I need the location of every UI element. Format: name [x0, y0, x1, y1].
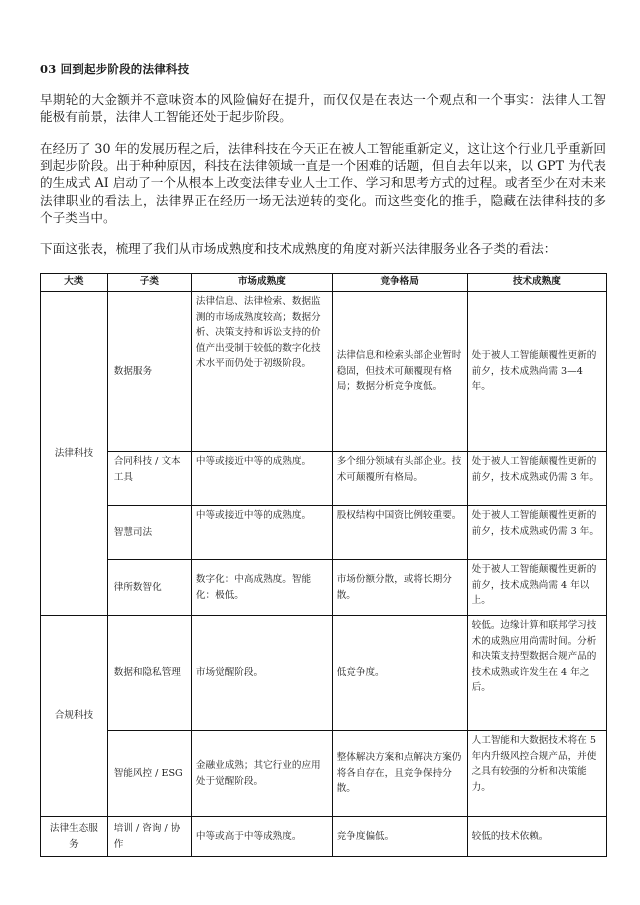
competition-cell: 股权结构中国资比例较重要。 — [332, 506, 467, 560]
competition-cell: 多个细分领域有头部企业。技术可颠覆所有格局。 — [332, 452, 467, 506]
tech-cell: 较低。边缘计算和联邦学习技术的成熟应用尚需时间。分析和决策支持型数据合规产品的技术成熟或许发生在 4 年之后。 — [467, 616, 606, 731]
subcategory-cell: 数据服务 — [107, 292, 191, 452]
market-cell: 中等或高于中等成熟度。 — [191, 817, 332, 857]
header-subcategory: 子类 — [107, 274, 191, 292]
table-row — [41, 616, 607, 731]
paragraph-2: 在经历了 30 年的发展历程之后，法律科技在今天正在被人工智能重新定义，这让这个行业几乎重新回到起步阶段。出于种种原因，科技在法律领域一直是一个困难的话题，但自去年以来，以 GPT 为代表的生成式 AI 启动了一个从根本上改变法律专业人士工作、学习和思考方式的过程。或者至少在对未来法律职业的看法上，法律界正在经历一场无法逆转的变化。而这些变化的推手，隐藏在法律科技的多个子类当中。 — [40, 141, 606, 225]
table-row — [41, 560, 607, 616]
subcategory-cell: 智慧司法 — [107, 506, 191, 560]
subcategory-cell: 培训 / 咨询 / 协作 — [107, 817, 191, 857]
header-competition: 竞争格局 — [332, 274, 467, 292]
market-cell: 法律信息、法律检索、数据监测的市场成熟度较高；数据分析、决策支持和诉讼支持的价值产出受制于较低的数字化技术水平而仍处于初级阶段。 — [191, 292, 332, 452]
paragraph-1: 早期轮的大金额并不意味资本的风险偏好在提升，而仅仅是在表达一个观点和一个事实：法律人工智能极有前景，法律人工智能还处于起步阶段。 — [40, 92, 606, 125]
table-row — [41, 292, 607, 452]
category-cell: 法律生态服务 — [41, 817, 108, 857]
competition-cell: 市场份额分散，或将长期分散。 — [332, 560, 467, 616]
table-header-row — [41, 274, 607, 292]
competition-cell: 法律信息和检索头部企业暂时稳固，但技术可颠覆现有格局；数据分析竞争度低。 — [332, 292, 467, 452]
tech-cell: 人工智能和大数据技术将在 5 年内升级风控合规产品，并使之具有较强的分析和决策能力。 — [467, 731, 606, 817]
section-heading: 03 回到起步阶段的法律科技 — [40, 62, 190, 76]
category-cell: 法律科技 — [41, 292, 108, 616]
market-cell: 中等或接近中等的成熟度。 — [191, 452, 332, 506]
header-tech-maturity: 技术成熟度 — [467, 274, 606, 292]
table-row — [41, 506, 607, 560]
competition-cell: 整体解决方案和点解决方案仍将各自存在，且竞争保持分散。 — [332, 731, 467, 817]
category-cell: 合规科技 — [41, 616, 108, 817]
tech-cell: 较低的技术依赖。 — [467, 817, 606, 857]
subcategory-cell: 数据和隐私管理 — [107, 616, 191, 731]
subcategory-cell: 智能风控 / ESG — [107, 731, 191, 817]
subcategory-table — [40, 273, 607, 857]
market-cell: 市场觉醒阶段。 — [191, 616, 332, 731]
table-row — [41, 817, 607, 857]
header-category: 大类 — [41, 274, 108, 292]
table-row — [41, 731, 607, 817]
tech-cell: 处于被人工智能颠覆性更新的前夕，技术成熟尚需 4 年以上。 — [467, 560, 606, 616]
competition-cell: 竞争度偏低。 — [332, 817, 467, 857]
subcategory-cell: 合同科技 / 文本工具 — [107, 452, 191, 506]
market-cell: 数字化：中高成熟度。智能化：极低。 — [191, 560, 332, 616]
tech-cell: 处于被人工智能颠覆性更新的前夕，技术成熟或仍需 3 年。 — [467, 506, 606, 560]
market-cell: 中等或接近中等的成熟度。 — [191, 506, 332, 560]
tech-cell: 处于被人工智能颠覆性更新的前夕，技术成熟或仍需 3 年。 — [467, 452, 606, 506]
market-cell: 金融业成熟；其它行业的应用处于觉醒阶段。 — [191, 731, 332, 817]
competition-cell: 低竞争度。 — [332, 616, 467, 731]
tech-cell: 处于被人工智能颠覆性更新的前夕，技术成熟尚需 3—4 年。 — [467, 292, 606, 452]
header-market-maturity: 市场成熟度 — [191, 274, 332, 292]
table-row — [41, 452, 607, 506]
subcategory-cell: 律所数智化 — [107, 560, 191, 616]
paragraph-3: 下面这张表，梳理了我们从市场成熟度和技术成熟度的角度对新兴法律服务业各子类的看法： — [40, 241, 557, 256]
